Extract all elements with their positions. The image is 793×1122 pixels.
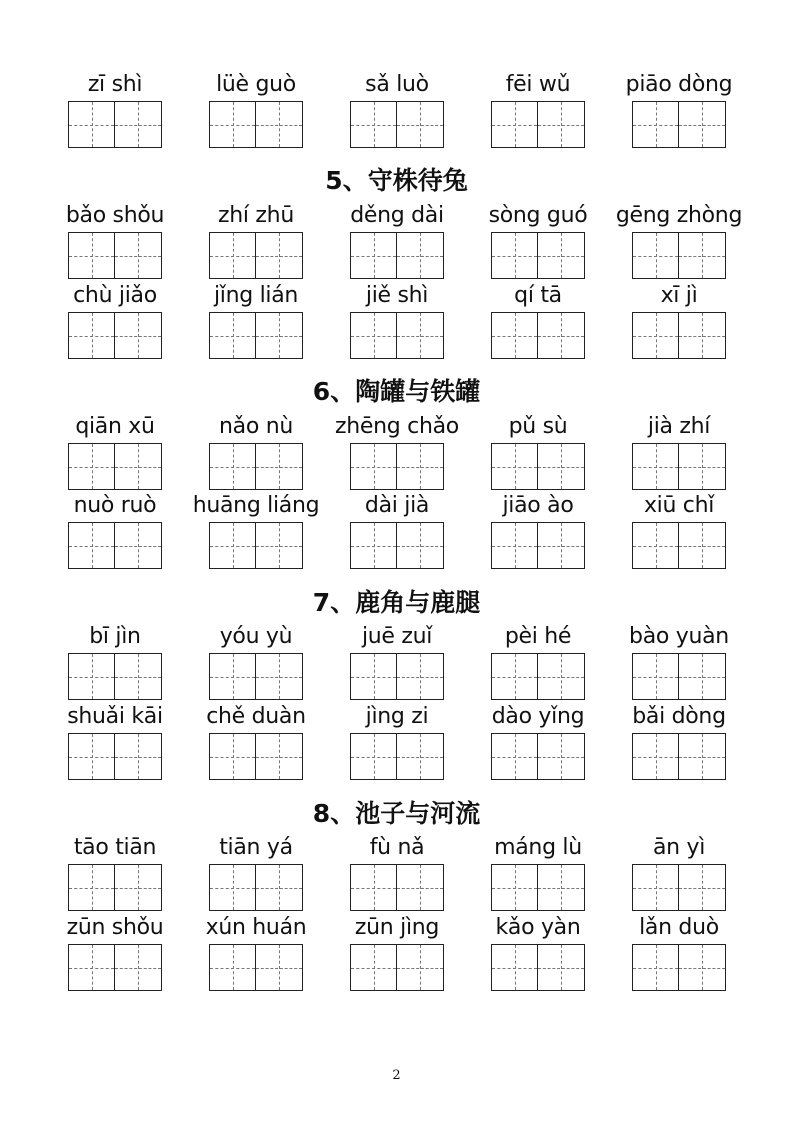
writing-boxes[interactable] [209,232,303,279]
pinyin-label: huāng liáng [192,493,320,518]
writing-boxes[interactable] [68,232,162,279]
pinyin-label: zūn jìng [354,915,440,940]
writing-boxes[interactable] [209,312,303,359]
tian-cell[interactable] [632,101,679,148]
tian-cell[interactable] [397,944,444,991]
writing-boxes[interactable] [68,864,162,911]
tian-cell[interactable] [679,944,726,991]
writing-boxes[interactable] [632,312,726,359]
tian-cell[interactable] [632,232,679,279]
word-item [350,201,444,281]
pinyin-row [68,491,748,571]
tian-cell[interactable] [538,944,585,991]
writing-boxes[interactable] [350,864,444,911]
writing-boxes[interactable] [491,101,585,148]
word-item [491,833,585,913]
tian-cell[interactable] [256,522,303,569]
pinyin-label: pèi hé [504,624,572,649]
word-item [68,412,162,492]
tian-cell[interactable] [491,733,538,780]
tian-cell[interactable] [115,101,162,148]
writing-boxes[interactable] [209,733,303,780]
writing-boxes[interactable] [68,653,162,700]
tian-cell[interactable] [256,864,303,911]
pinyin-label: kǎo yàn [495,915,581,940]
tian-cell[interactable] [538,232,585,279]
pinyin-label: qiān xū [75,414,155,439]
tian-cell[interactable] [632,443,679,490]
tian-cell[interactable] [397,653,444,700]
tian-cell[interactable] [679,653,726,700]
writing-boxes[interactable] [491,944,585,991]
writing-boxes[interactable] [632,232,726,279]
writing-boxes[interactable] [632,653,726,700]
word-item [632,412,726,492]
tian-cell[interactable] [350,443,397,490]
word-item [209,201,303,281]
pinyin-label: bī jìn [89,624,141,649]
pinyin-label: jiāo ào [502,493,574,518]
pinyin-label: jǐng lián [213,283,299,308]
tian-cell[interactable] [538,653,585,700]
word-item [206,702,306,782]
writing-boxes[interactable] [350,522,444,569]
tian-cell[interactable] [632,864,679,911]
tian-cell[interactable] [350,101,397,148]
word-item [335,412,459,492]
tian-cell[interactable] [256,312,303,359]
word-item [68,622,162,702]
word-item [68,702,162,782]
word-item [491,913,585,993]
pinyin-label: qí tā [514,283,562,308]
tian-cell[interactable] [209,944,256,991]
word-item [350,702,444,782]
tian-cell[interactable] [115,443,162,490]
word-item [209,70,303,150]
section-heading: 6、陶罐与铁罐 [312,377,481,406]
tian-cell[interactable] [68,864,115,911]
pinyin-label: pǔ sù [508,414,568,439]
writing-boxes[interactable] [350,944,444,991]
word-item [350,491,444,571]
pinyin-label: xún huán [205,915,307,940]
tian-cell[interactable] [397,443,444,490]
writing-boxes[interactable] [350,733,444,780]
word-item [632,702,726,782]
writing-boxes[interactable] [350,232,444,279]
pinyin-row [68,702,748,782]
word-item [350,70,444,150]
word-item [209,622,303,702]
pinyin-label: zhí zhū [218,203,294,228]
tian-cell[interactable] [115,232,162,279]
pinyin-label: zūn shǒu [66,915,164,940]
word-item [491,70,585,150]
tian-cell[interactable] [68,232,115,279]
writing-boxes[interactable] [350,101,444,148]
tian-cell[interactable] [538,733,585,780]
writing-boxes[interactable] [68,733,162,780]
writing-boxes[interactable] [632,443,726,490]
pinyin-label: lǎn duò [639,915,719,940]
pinyin-label: fēi wǔ [505,72,571,97]
tian-cell[interactable] [679,101,726,148]
pinyin-label: děng dài [350,203,444,228]
writing-boxes[interactable] [632,522,726,569]
word-item [491,702,585,782]
word-item [491,281,585,361]
pinyin-label: bào yuàn [629,624,729,649]
pinyin-label: chù jiǎo [73,283,157,308]
pinyin-label: fù nǎ [369,835,425,860]
tian-cell[interactable] [68,653,115,700]
word-item [491,412,585,492]
writing-boxes[interactable] [491,312,585,359]
tian-cell[interactable] [538,101,585,148]
tian-cell[interactable] [538,312,585,359]
tian-cell[interactable] [68,944,115,991]
tian-cell[interactable] [209,653,256,700]
tian-cell[interactable] [350,232,397,279]
pinyin-label: piāo dòng [625,72,733,97]
tian-cell[interactable] [209,101,256,148]
writing-boxes[interactable] [350,312,444,359]
pinyin-label: chě duàn [206,704,306,729]
pinyin-label: bǎo shǒu [65,203,165,228]
word-item [209,281,303,361]
pinyin-label: zī shì [87,72,143,97]
tian-cell[interactable] [115,733,162,780]
pinyin-label: zhēng chǎo [335,414,459,439]
writing-boxes[interactable] [632,864,726,911]
pinyin-label: dào yǐng [491,704,585,729]
word-item [68,491,162,571]
tian-cell[interactable] [397,101,444,148]
tian-cell[interactable] [256,443,303,490]
pinyin-label: bǎi dòng [632,704,726,729]
tian-cell[interactable] [209,733,256,780]
pinyin-label: xiū chǐ [643,493,715,518]
word-item [209,412,303,492]
tian-cell[interactable] [397,864,444,911]
tian-cell[interactable] [115,522,162,569]
writing-boxes[interactable] [491,443,585,490]
tian-cell[interactable] [350,733,397,780]
page-number: 2 [392,1068,401,1083]
pinyin-label: jiě shì [365,283,429,308]
writing-boxes[interactable] [68,101,162,148]
pinyin-label: ān yì [652,835,706,860]
tian-cell[interactable] [350,522,397,569]
tian-cell[interactable] [68,733,115,780]
word-item [205,913,307,993]
word-item [632,833,726,913]
word-item [350,833,444,913]
writing-boxes[interactable] [68,312,162,359]
pinyin-label: xī jì [660,283,698,308]
tian-cell[interactable] [538,443,585,490]
section-heading: 8、池子与河流 [312,799,481,828]
tian-cell[interactable] [679,864,726,911]
writing-boxes[interactable] [632,944,726,991]
tian-cell[interactable] [679,443,726,490]
pinyin-label: nǎo nù [219,414,293,439]
word-item [632,281,726,361]
writing-boxes[interactable] [68,944,162,991]
word-item [65,201,165,281]
writing-boxes[interactable] [350,443,444,490]
pinyin-label: dài jià [364,493,430,518]
tian-cell[interactable] [397,312,444,359]
writing-boxes[interactable] [209,443,303,490]
pinyin-label: shuǎi kāi [67,704,163,729]
tian-cell[interactable] [632,312,679,359]
pinyin-row [65,201,748,281]
tian-cell[interactable] [115,944,162,991]
pinyin-label: sǎ luò [365,72,429,97]
pinyin-label: tāo tiān [73,835,157,860]
tian-cell[interactable] [491,443,538,490]
tian-cell[interactable] [350,864,397,911]
tian-cell[interactable] [68,312,115,359]
word-item [350,622,444,702]
writing-boxes[interactable] [491,522,585,569]
writing-boxes[interactable] [209,653,303,700]
writing-boxes[interactable] [491,864,585,911]
word-item [192,491,320,571]
tian-cell[interactable] [538,864,585,911]
tian-cell[interactable] [209,522,256,569]
word-item [68,281,162,361]
writing-boxes[interactable] [209,944,303,991]
pinyin-label: yóu yù [219,624,293,649]
tian-cell[interactable] [256,101,303,148]
pinyin-label: nuò ruò [73,493,157,518]
word-item [491,622,585,702]
writing-boxes[interactable] [491,733,585,780]
pinyin-label: jìng zi [365,704,429,729]
writing-boxes[interactable] [209,101,303,148]
word-item [350,913,444,993]
tian-cell[interactable] [115,864,162,911]
tian-cell[interactable] [115,312,162,359]
pinyin-label: tiān yá [219,835,293,860]
word-item [68,913,162,993]
tian-cell[interactable] [209,443,256,490]
tian-cell[interactable] [397,232,444,279]
tian-cell[interactable] [538,522,585,569]
tian-cell[interactable] [256,232,303,279]
word-item [632,913,726,993]
tian-cell[interactable] [397,522,444,569]
section-heading: 5、守株待兔 [325,166,468,195]
writing-boxes[interactable] [491,653,585,700]
word-item [629,622,729,702]
tian-cell[interactable] [679,733,726,780]
tian-cell[interactable] [491,864,538,911]
word-item [350,281,444,361]
tian-cell[interactable] [209,864,256,911]
tian-cell[interactable] [209,232,256,279]
tian-cell[interactable] [491,312,538,359]
pinyin-row [68,70,748,150]
writing-boxes[interactable] [632,733,726,780]
tian-cell[interactable] [68,101,115,148]
pinyin-row [68,622,748,702]
writing-boxes[interactable] [68,443,162,490]
word-item [491,491,585,571]
tian-cell[interactable] [632,522,679,569]
tian-cell[interactable] [679,232,726,279]
pinyin-row [68,281,748,361]
tian-cell[interactable] [491,232,538,279]
tian-cell[interactable] [632,733,679,780]
tian-cell[interactable] [679,312,726,359]
pinyin-label: juē zuǐ [361,624,433,649]
writing-boxes[interactable] [209,522,303,569]
pinyin-row [68,412,748,492]
tian-cell[interactable] [491,653,538,700]
tian-cell[interactable] [350,312,397,359]
tian-cell[interactable] [632,653,679,700]
tian-cell[interactable] [491,944,538,991]
pinyin-label: máng lù [494,835,582,860]
tian-cell[interactable] [350,944,397,991]
pinyin-label: gēng zhòng [615,203,743,228]
tian-cell[interactable] [350,653,397,700]
writing-boxes[interactable] [350,653,444,700]
tian-cell[interactable] [68,443,115,490]
tian-cell[interactable] [209,312,256,359]
pinyin-label: lüè guò [216,72,296,97]
section-heading: 7、鹿角与鹿腿 [312,588,481,617]
word-item [488,201,588,281]
word-item [625,70,733,150]
tian-cell[interactable] [632,944,679,991]
pinyin-row [68,833,748,913]
word-item [632,491,726,571]
tian-cell[interactable] [491,101,538,148]
writing-boxes[interactable] [491,232,585,279]
tian-cell[interactable] [115,653,162,700]
pinyin-label: sòng guó [488,203,588,228]
tian-cell[interactable] [256,653,303,700]
writing-boxes[interactable] [209,864,303,911]
pinyin-row [68,913,748,993]
tian-cell[interactable] [679,522,726,569]
tian-cell[interactable] [256,944,303,991]
writing-boxes[interactable] [632,101,726,148]
tian-cell[interactable] [491,522,538,569]
tian-cell[interactable] [256,733,303,780]
pinyin-label: jià zhí [647,414,711,439]
writing-boxes[interactable] [68,522,162,569]
tian-cell[interactable] [397,733,444,780]
tian-cell[interactable] [68,522,115,569]
word-item [68,70,162,150]
word-item [209,833,303,913]
word-item [615,201,743,281]
word-item [68,833,162,913]
